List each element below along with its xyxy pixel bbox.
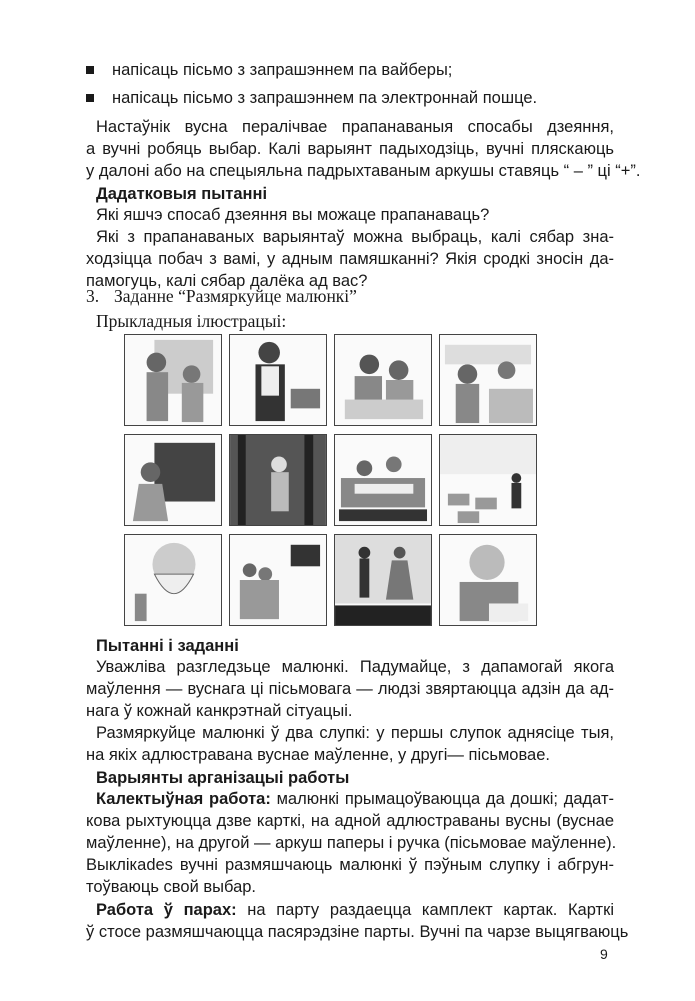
illustration-stage-performance [334,534,432,626]
illustration-boy-writing [439,534,537,626]
task-3-number: 3. [86,286,100,306]
illustration-post-office-counter [439,334,537,426]
task-3-title: Заданне “Размяркуйце малюнкі” [114,286,357,306]
page-number: 9 [600,946,608,962]
illustration-classroom-lecture [439,434,537,526]
illustration-old-man-talking [124,534,222,626]
para1-line-2: а вучні робяць выбар. Калі варыянт падыходзіць, вучні пляскаюць [86,140,614,158]
para1-line-3: у далоні або на спецыяльна падрыхтаваным аркушы ставяць “ – ” ці “+”. [86,162,641,180]
pairs-line-2: ў стосе размяшчаюцца пасярэдзіне парты. Вучні па чарзе выцягваюць [86,923,629,941]
pairs-work-label: Работа ў парах: [96,901,237,919]
bullet-item-2: напісаць пісьмо з запрашэннем па электроннай пошце. [112,89,538,107]
illustration-girl-at-board [124,434,222,526]
illustration-forest-hiker [229,434,327,526]
para2-line-2: маўлення — вуснага ці пісьмовага — людзі звяртаюцца адзін да ад- [86,680,614,698]
heading-extra-questions: Дадатковыя пытанні [96,185,268,203]
illustration-kids-on-bed-reading [334,434,432,526]
illustration-girls-window [124,334,222,426]
bullet-marker-2 [86,94,94,102]
para2-line-3: нага ў кожнай канкрэтнай сітуацыі. [86,702,353,720]
illustrations-label: Прыкладныя ілюстрацыі: [96,311,287,331]
question-1: Які яшчэ спосаб дзеяння вы можаце прапанаваць? [96,206,490,224]
collective-line-2: кова рыхтуюцца дзве карткі, на адной адлюстраваны вусны (вуснае [86,812,614,830]
collective-line-4: Выклікаdes вучні размяшчаюць малюнкі ў пэўным слупку і абгрун- [86,856,614,874]
para3-line-1: Размяркуйце малюнкі ў два слупкі: у першы слупок аднясіце тыя, [96,724,614,742]
bullet-marker-1 [86,66,94,74]
illustration-teacher-phone [229,334,327,426]
para3-line-2: на якіх адлюстравана вуснае маўленне, у другі— пісьмовае. [86,746,550,764]
bullet-item-1: напісаць пісьмо з запрашэннем па вайберы; [112,61,453,79]
heading-questions-tasks: Пытанні і заданні [96,637,239,655]
illustration-two-women-writing [334,334,432,426]
para1-line-1: Настаўнік вусна пералічвае прапанаваныя спосабы дзеяння, [96,118,614,136]
para2-line-1: Уважліва разгледзьце малюнкі. Падумайце, з дапамогай якога [96,658,614,676]
question-2-line-1: Які з прапанаваных варыянтаў можна выбраць, калі сябар зна- [96,228,614,246]
question-2-line-2: ходзіцца побач з вамі, у адным памяшканні? Якія сродкі зносін да- [86,250,614,268]
illustration-grid [124,334,544,626]
collective-line-3: маўленне), на другой — аркуш паперы і ручка (пісьмовае маўленне). [86,834,617,852]
pairs-line-1 [96,900,614,920]
collective-line-1-text: малюнкі прымацоўваюцца да дошкі; дадат- [270,790,614,808]
illustration-family-watching-tv [229,534,327,626]
pairs-line-1-text: на парту раздаецца камплект картак. Карткі [236,901,614,919]
collective-work-label: Калектыўная работа: [96,790,271,808]
question-2-line-3: памогуць, калі сябар далёка ад вас? [86,272,368,290]
collective-line-5: тоўваюць свой выбар. [86,878,257,896]
collective-line-1 [96,789,614,809]
heading-work-variants: Варыянты арганізацыі работы [96,769,350,787]
